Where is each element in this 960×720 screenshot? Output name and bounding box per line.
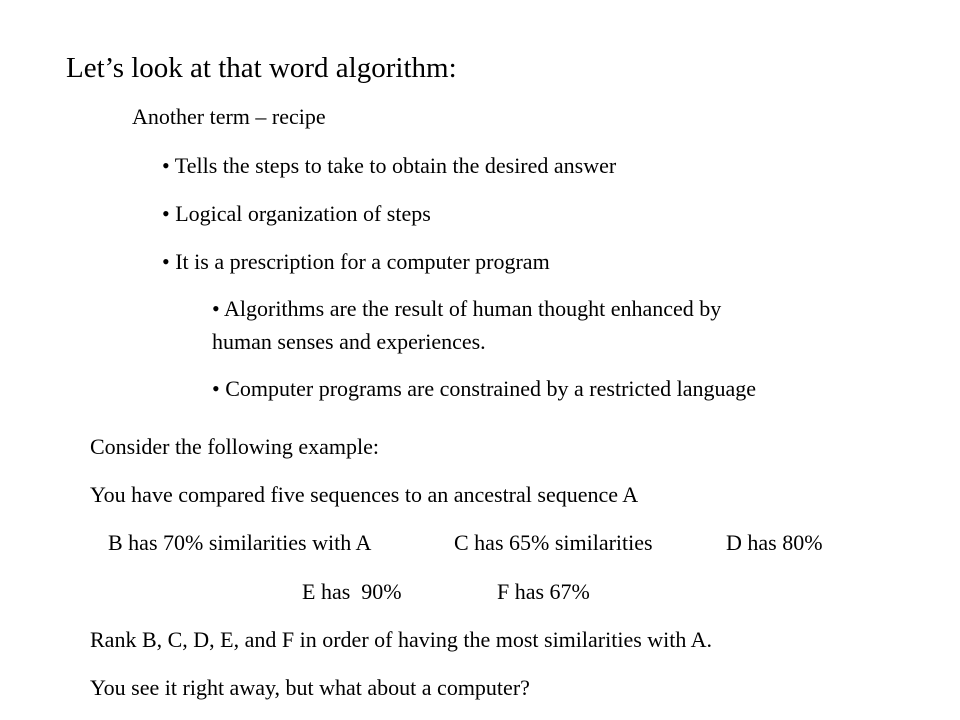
similarity-f: F has 67% <box>497 579 590 604</box>
similarity-e: E has 90% <box>302 579 402 604</box>
sub-bullet-item: • Computer programs are constrained by a restricted language <box>212 376 757 401</box>
subtitle: Another term – recipe <box>132 104 326 129</box>
similarity-b: B has 70% similarities with A <box>108 530 372 555</box>
sub-bullet-continuation: human senses and experiences. <box>212 329 486 354</box>
example-task: Rank B, C, D, E, and F in order of having the most similarities with A. <box>90 627 713 652</box>
similarity-c: C has 65% similarities <box>454 530 653 555</box>
sub-bullet-item: • Algorithms are the result of human thought enhanced by <box>212 296 722 321</box>
bullet-item: • It is a prescription for a computer program <box>162 249 550 274</box>
bullet-item: • Logical organization of steps <box>162 201 431 226</box>
bullet-item: • Tells the steps to take to obtain the desired answer <box>162 153 617 178</box>
example-question: You see it right away, but what about a computer? <box>90 675 530 700</box>
similarity-d: D has 80% <box>726 530 823 555</box>
example-setup: You have compared five sequences to an ancestral sequence A <box>90 482 639 507</box>
slide-title: Let’s look at that word algorithm: <box>66 52 457 84</box>
example-intro: Consider the following example: <box>90 434 379 459</box>
